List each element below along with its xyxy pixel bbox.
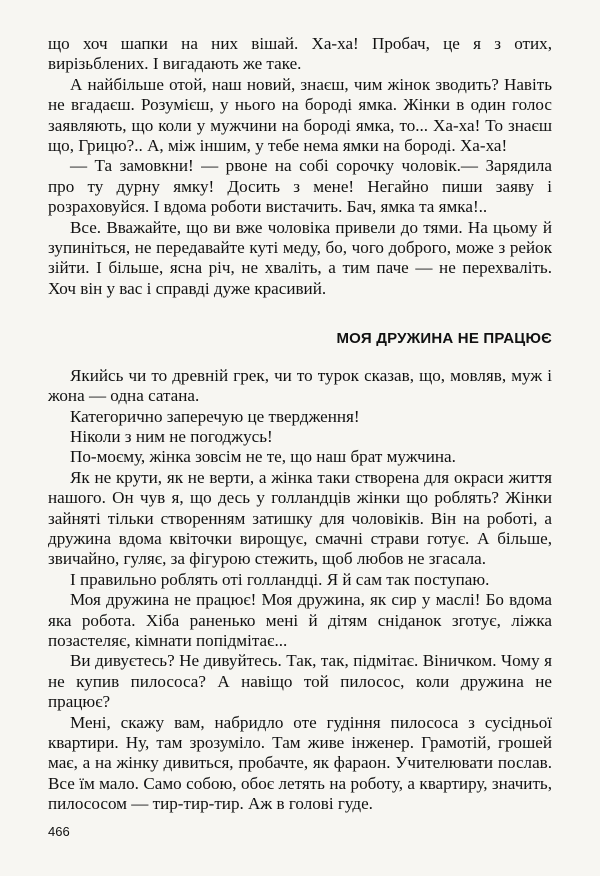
- paragraph: По-моєму, жінка зовсім не те, що наш брат мужчина.: [70, 447, 456, 467]
- paragraph: Все. Вважайте, що ви вже чоловіка привели до тями. На цьому й зупиніться, не передавайте куті меду, бо, чого доброго, може з рейок зійти. І більше, ясна річ, не хваліть, а тим паче — не перехваліть. Хоч він у вас і справді дуже красивий.: [48, 217, 552, 298]
- paragraph: Мені, скажу вам, набридло оте гудіння пилососа з сусідньої квартири. Ну, там зрозуміло. Там живе інженер. Грамотій, грошей має, а на жінку дивиться, пробачте, як фараон. Учителювати послав. Все їм мало. Само собою, обоє летять на роботу, а квартиру, значить, пилососом — тир-тир-тир. Аж в голові гуде.: [48, 712, 552, 814]
- paragraph: Якийсь чи то древній грек, чи то турок сказав, що, мовляв, муж і жона — одна сатана.: [48, 365, 552, 406]
- paragraph: Категорично заперечую це твердження!: [70, 406, 360, 426]
- paragraph: І правильно роблять оті голландці. Я й сам так поступаю.: [70, 569, 490, 589]
- page-number: 466: [48, 824, 70, 839]
- section-title: МОЯ ДРУЖИНА НЕ ПРАЦЮЄ: [336, 330, 552, 348]
- paragraph: Моя дружина не працює! Моя дружина, як сир у маслі! Бо вдома яка робота. Хіба раненько мені й дітям сніданок зготує, ліжка позастеляє, кімнати попідмітає...: [48, 590, 552, 650]
- text-column: [48, 34, 552, 815]
- paragraph: А найбільше отой, наш новий, знаєш, чим жінок зводить? Навіть не вгадаєш. Розумієш, у нього на бороді ямка. Жінки в один голос заявляють, що коли у мужчини на бороді ямка, то... Ха-ха! То знаєш що, Грицю?.. А, між іншим, у тебе нема ямки на бороді. Ха-ха!: [48, 74, 552, 156]
- paragraph: Ніколи з ним не погоджусь!: [70, 426, 273, 446]
- paragraph: — Та замовкни! — рвоне на собі сорочку чоловік.— Зарядила про ту дурну ямку! Досить з мене! Негайно пиши заяву і розраховуйся. І вдома роботи вистачить. Бач, ямка та ямка!..: [48, 156, 552, 217]
- paragraph: що хоч шапки на них вішай. Ха-ха! Пробач, це я з отих, вирізьблених. І вигадають же таке.: [48, 34, 552, 74]
- paragraph: Як не крути, як не верти, а жінка таки створена для окраси життя нашого. Он чув я, що десь у голландців жінки що роблять? Жінки зайняті тільки створенням затишку для чоловіків. Він на роботі, а дружина вдома квіточки вирощує, смачні страви готує. А більше, звичайно, гуляє, за фігурою стежить, щоб любов не згасала.: [48, 467, 552, 569]
- paragraph: Ви дивуєтесь? Не дивуйтесь. Так, так, підмітає. Віничком. Чому я не купив пилососа? А навіщо той пилосос, коли дружина не працює?: [48, 651, 552, 712]
